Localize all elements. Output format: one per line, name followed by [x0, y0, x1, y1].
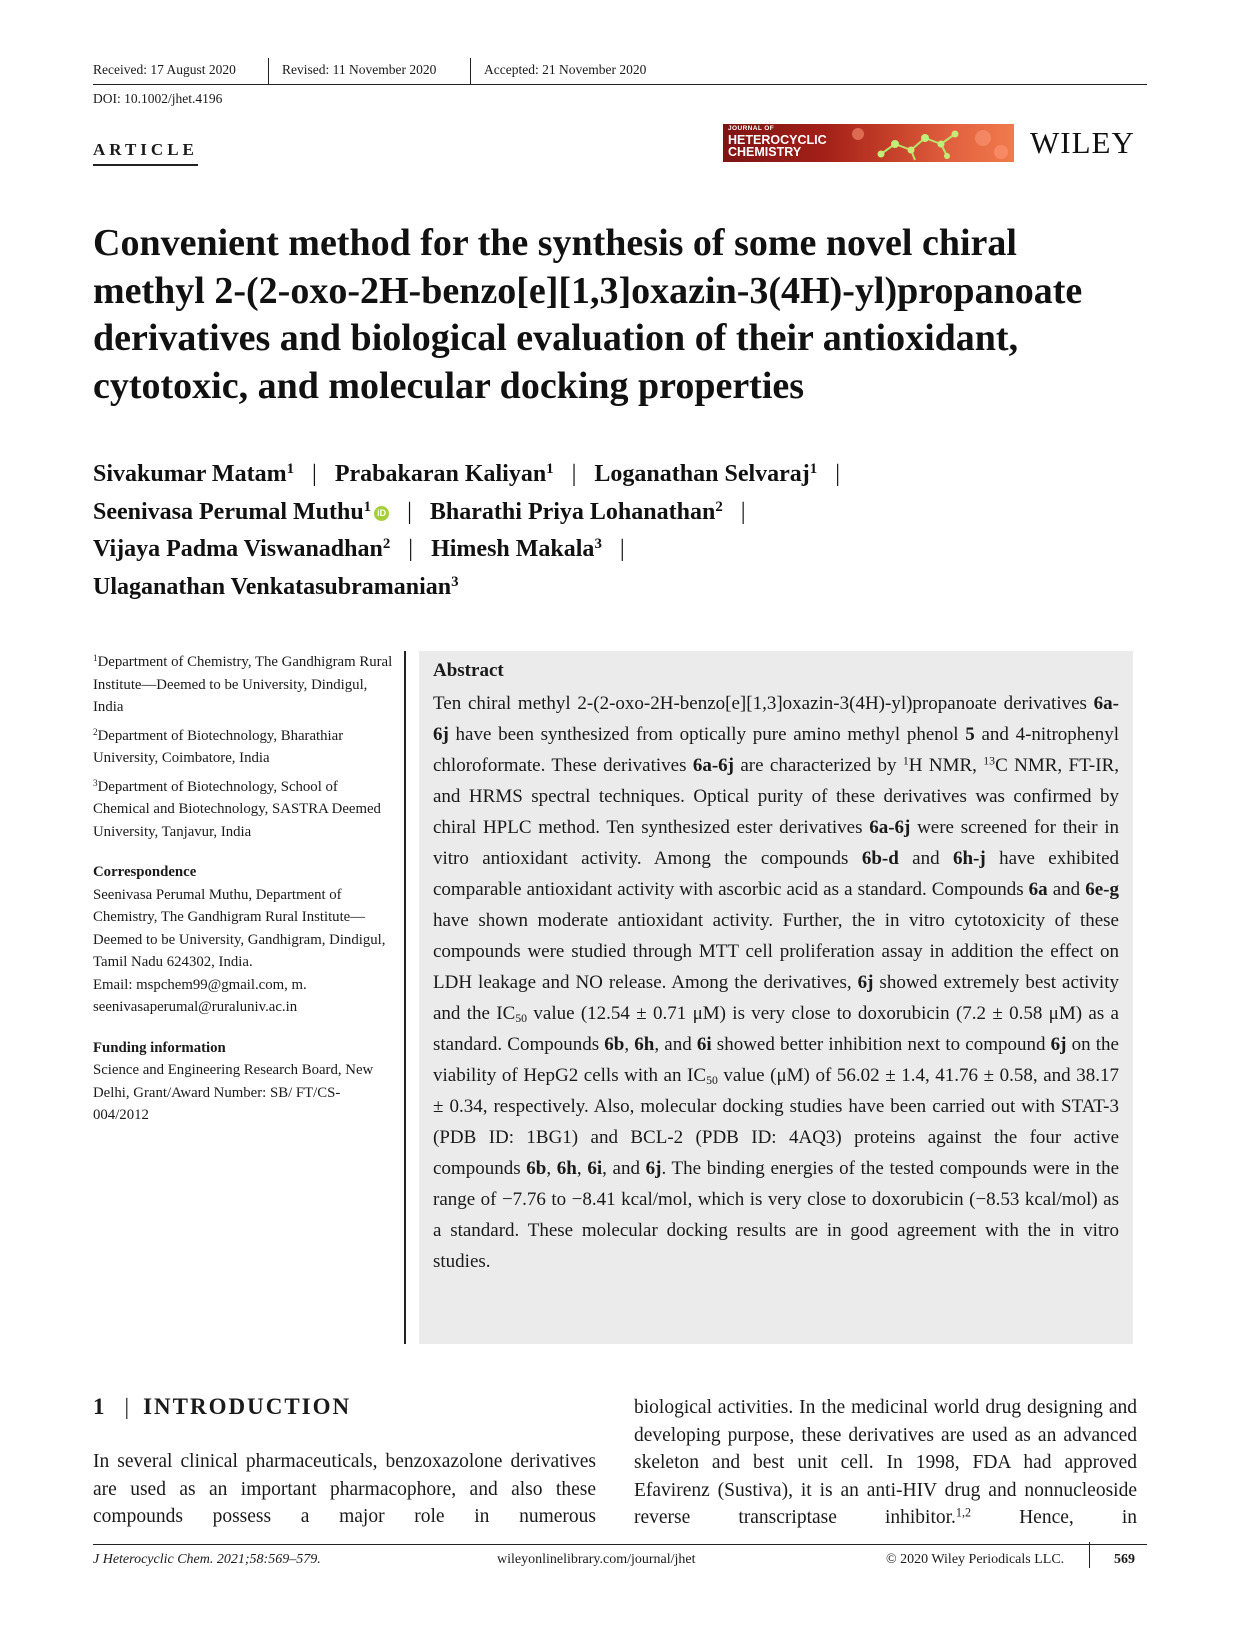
intro-paragraph-right: biological activities. In the medicinal world drug designing and developing purpose, these derivatives are used as an advanced skeleton and best unit cell. In 1998, FDA had approved Efavirenz (Sustiva), it is an anti-HIV drug and nonnucleoside reverse transcriptase inhibitor.$^{1,2}$ Hence, in [634, 1397, 1137, 1528]
title-line: cytotoxic, and molecular docking properties [93, 364, 805, 407]
author-name[interactable]: Bharathi Priya Lohanathan [429, 498, 716, 525]
journal-logo[interactable] [723, 124, 1014, 162]
abstract-text: Ten chiral methyl 2-(2-oxo-2H-benzo[e][1,3]oxazin-3(4H)-yl)propanoate derivatives 6a-6j have been synthesized from optically pure amino methyl phenol 5 and 4-nitrophenyl chloroformate. These derivatives 6a-6j are characterized by $^1$H NMR, $^{13}$C NMR, FT-IR, and HRMS spectral techniques. Optical purity of these derivatives was confirmed by chiral HPLC method. Ten synthesized ester derivatives 6a-6j were screened for their in vitro antioxidant activity. Among the compounds 6b-d and 6h-j have exhibited comparable antioxidant activity with ascorbic acid as a standard. Compounds 6a and 6e-g have shown moderate antioxidant activity. Further, the in vitro cytotoxicity of these compounds were studied through MTT cell proliferation assay in addition the effect on LDH leakage and NO release. Among the derivatives, 6j showed extremely best activity and the $IC_{50}$ value (12.54 ± 0.71 μM) is very close to doxorubicin (7.2 ± 0.58 μM) as a standard. Compounds 6b, 6h, and 6i showed better inhibition next to compound 6j on the viability of HepG2 cells with an $IC_{50}$ value (μM) of 56.02 ± 1.4, 41.76 ± 0.58, and 38.17 ± 0.34, respectively. Also, molecular docking studies have been carried out with STAT-3 (PDB ID: 1BG1) and BCL-2 (PDB ID: 4AQ3) proteins against the four active compounds 6b, 6h, 6i, and 6j. The binding energies of the tested compounds were in the range of −7.76 to −8.41 kcal/mol, which is very close to doxorubicin (−8.53 kcal/mol) as a standard. These molecular docking results are in good agreement with the in vitro studies. [433, 693, 1120, 1272]
orcid-icon[interactable]: iD [374, 506, 389, 521]
publisher-logo[interactable]: WILEY [1030, 125, 1135, 160]
affiliation-number: 1 [93, 652, 98, 663]
correspondence-heading: Correspondence [93, 864, 197, 880]
article-title [93, 220, 1153, 410]
section-title: INTRODUCTION [143, 1394, 352, 1419]
accepted-date: Accepted: 21 November 2020 [484, 62, 647, 77]
journal-citation: J Heterocyclic Chem. 2021;58:569–579. [93, 1552, 321, 1567]
abstract-heading: Abstract [433, 660, 504, 681]
author-affiliation-mark: 2 [715, 498, 723, 515]
copyright: © 2020 Wiley Periodicals LLC. [886, 1552, 1065, 1567]
author-name[interactable]: Sivakumar Matam [93, 461, 287, 487]
footer-rule [93, 1544, 1147, 1545]
received-date: Received: 17 August 2020 [93, 62, 236, 77]
intro-paragraph-left: In several clinical pharmaceuticals, benzoxazolone derivatives are used as an important pharmacophore, and also these compounds possess a major role in numerous [93, 1451, 596, 1527]
section-heading: 1 | INTRODUCTION [93, 1394, 352, 1419]
section-number: 1 [93, 1394, 107, 1419]
author-name[interactable]: Himesh Makala [431, 536, 595, 562]
correspondence-email[interactable]: Email: mspchem99@gmail.com, m. seenivasaperumal@ruraluniv.ac.in [93, 976, 307, 1015]
author-list: Sivakumar Matam$^1$ | Prabakaran Kaliyan$^1$ | Loganathan Selvaraj$^1$ | Seenivasa Perumal Muthu$^1$ iD | Bharathi Priya Lohanathan$^2$ | Vijaya Padma Viswanadhan$^2$ | Himesh Makala$^3$ | Ulaganathan Venkatasubramanian$^3$ [93, 460, 841, 600]
journal-logo-line2: HETEROCYCLIC [728, 132, 827, 147]
correspondence-text: Seenivasa Perumal Muthu, Department of Chemistry, The Gandhigram Rural Institute—Deemed to be University, Gandhigram, Dindigul, Tamil Nadu 624302, India. [93, 886, 386, 970]
funding-text: Science and Engineering Research Board, New Delhi, Grant/Award Number: SB/ FT/CS-004/2012 [93, 1062, 374, 1123]
header-divider [268, 58, 269, 84]
author-affiliation-mark: 3 [594, 535, 602, 552]
affiliation [93, 725, 393, 770]
article-label: ARTICLE [93, 140, 198, 166]
page-number: 569 [1114, 1552, 1135, 1567]
funding-heading: Funding information [93, 1039, 226, 1056]
author-affiliation-mark: 1 [286, 460, 294, 477]
revised-date: Revised: 11 November 2020 [282, 62, 437, 77]
affiliation-text: Department of Chemistry, The Gandhigram Rural Institute—Deemed to be University, Dindigul, India [93, 654, 393, 715]
author-name[interactable]: Vijaya Padma Viswanadhan [93, 536, 383, 562]
header-rule [93, 84, 1147, 85]
author-affiliation-mark: 1 [809, 460, 818, 477]
author-name[interactable]: Prabakaran Kaliyan [334, 461, 547, 487]
author-affiliation-mark: 1 [546, 460, 554, 477]
author-name[interactable]: Loganathan Selvaraj [594, 461, 810, 487]
column-divider [404, 651, 406, 1344]
journal-url[interactable]: wileyonlinelibrary.com/journal/jhet [497, 1552, 696, 1567]
header-divider [470, 58, 471, 84]
affiliation-number: 2 [93, 726, 98, 737]
title-line: methyl 2-(2-oxo-2H-benzo[e][1,3]oxazin-3(4H)-yl)propanoate [93, 269, 1083, 312]
journal-logo-line1: JOURNAL OF [728, 125, 775, 132]
author-name[interactable]: Ulaganathan Venkatasubramanian [93, 573, 452, 600]
affiliation-number: 3 [93, 777, 98, 788]
author-affiliation-mark: 2 [382, 535, 391, 552]
affiliation [93, 651, 393, 719]
affiliation-text: Department of Biotechnology, School of Chemical and Biotechnology, SASTRA Deemed University, Tanjavur, India [93, 778, 381, 840]
sidebar-info [93, 651, 393, 1127]
author-name[interactable]: Seenivasa Perumal Muthu [93, 498, 364, 525]
author-affiliation-mark: 3 [451, 573, 459, 590]
citation-ref[interactable]: 1,2 [955, 1505, 972, 1520]
journal-logo-line3: CHEMISTRY [728, 145, 802, 159]
affiliation [93, 776, 393, 844]
author-affiliation-mark: 1 [363, 498, 372, 515]
affiliation-text: Department of Biotechnology, Bharathiar University, Coimbatore, India [93, 727, 344, 766]
molecule-graphic-icon [843, 124, 1014, 162]
title-line: derivatives and biological evaluation of their antioxidant, [93, 317, 1019, 359]
footer-divider [1089, 1542, 1090, 1568]
title-line: Convenient method for the synthesis of some novel chiral [93, 222, 1017, 264]
doi[interactable]: DOI: 10.1002/jhet.4196 [93, 91, 223, 106]
